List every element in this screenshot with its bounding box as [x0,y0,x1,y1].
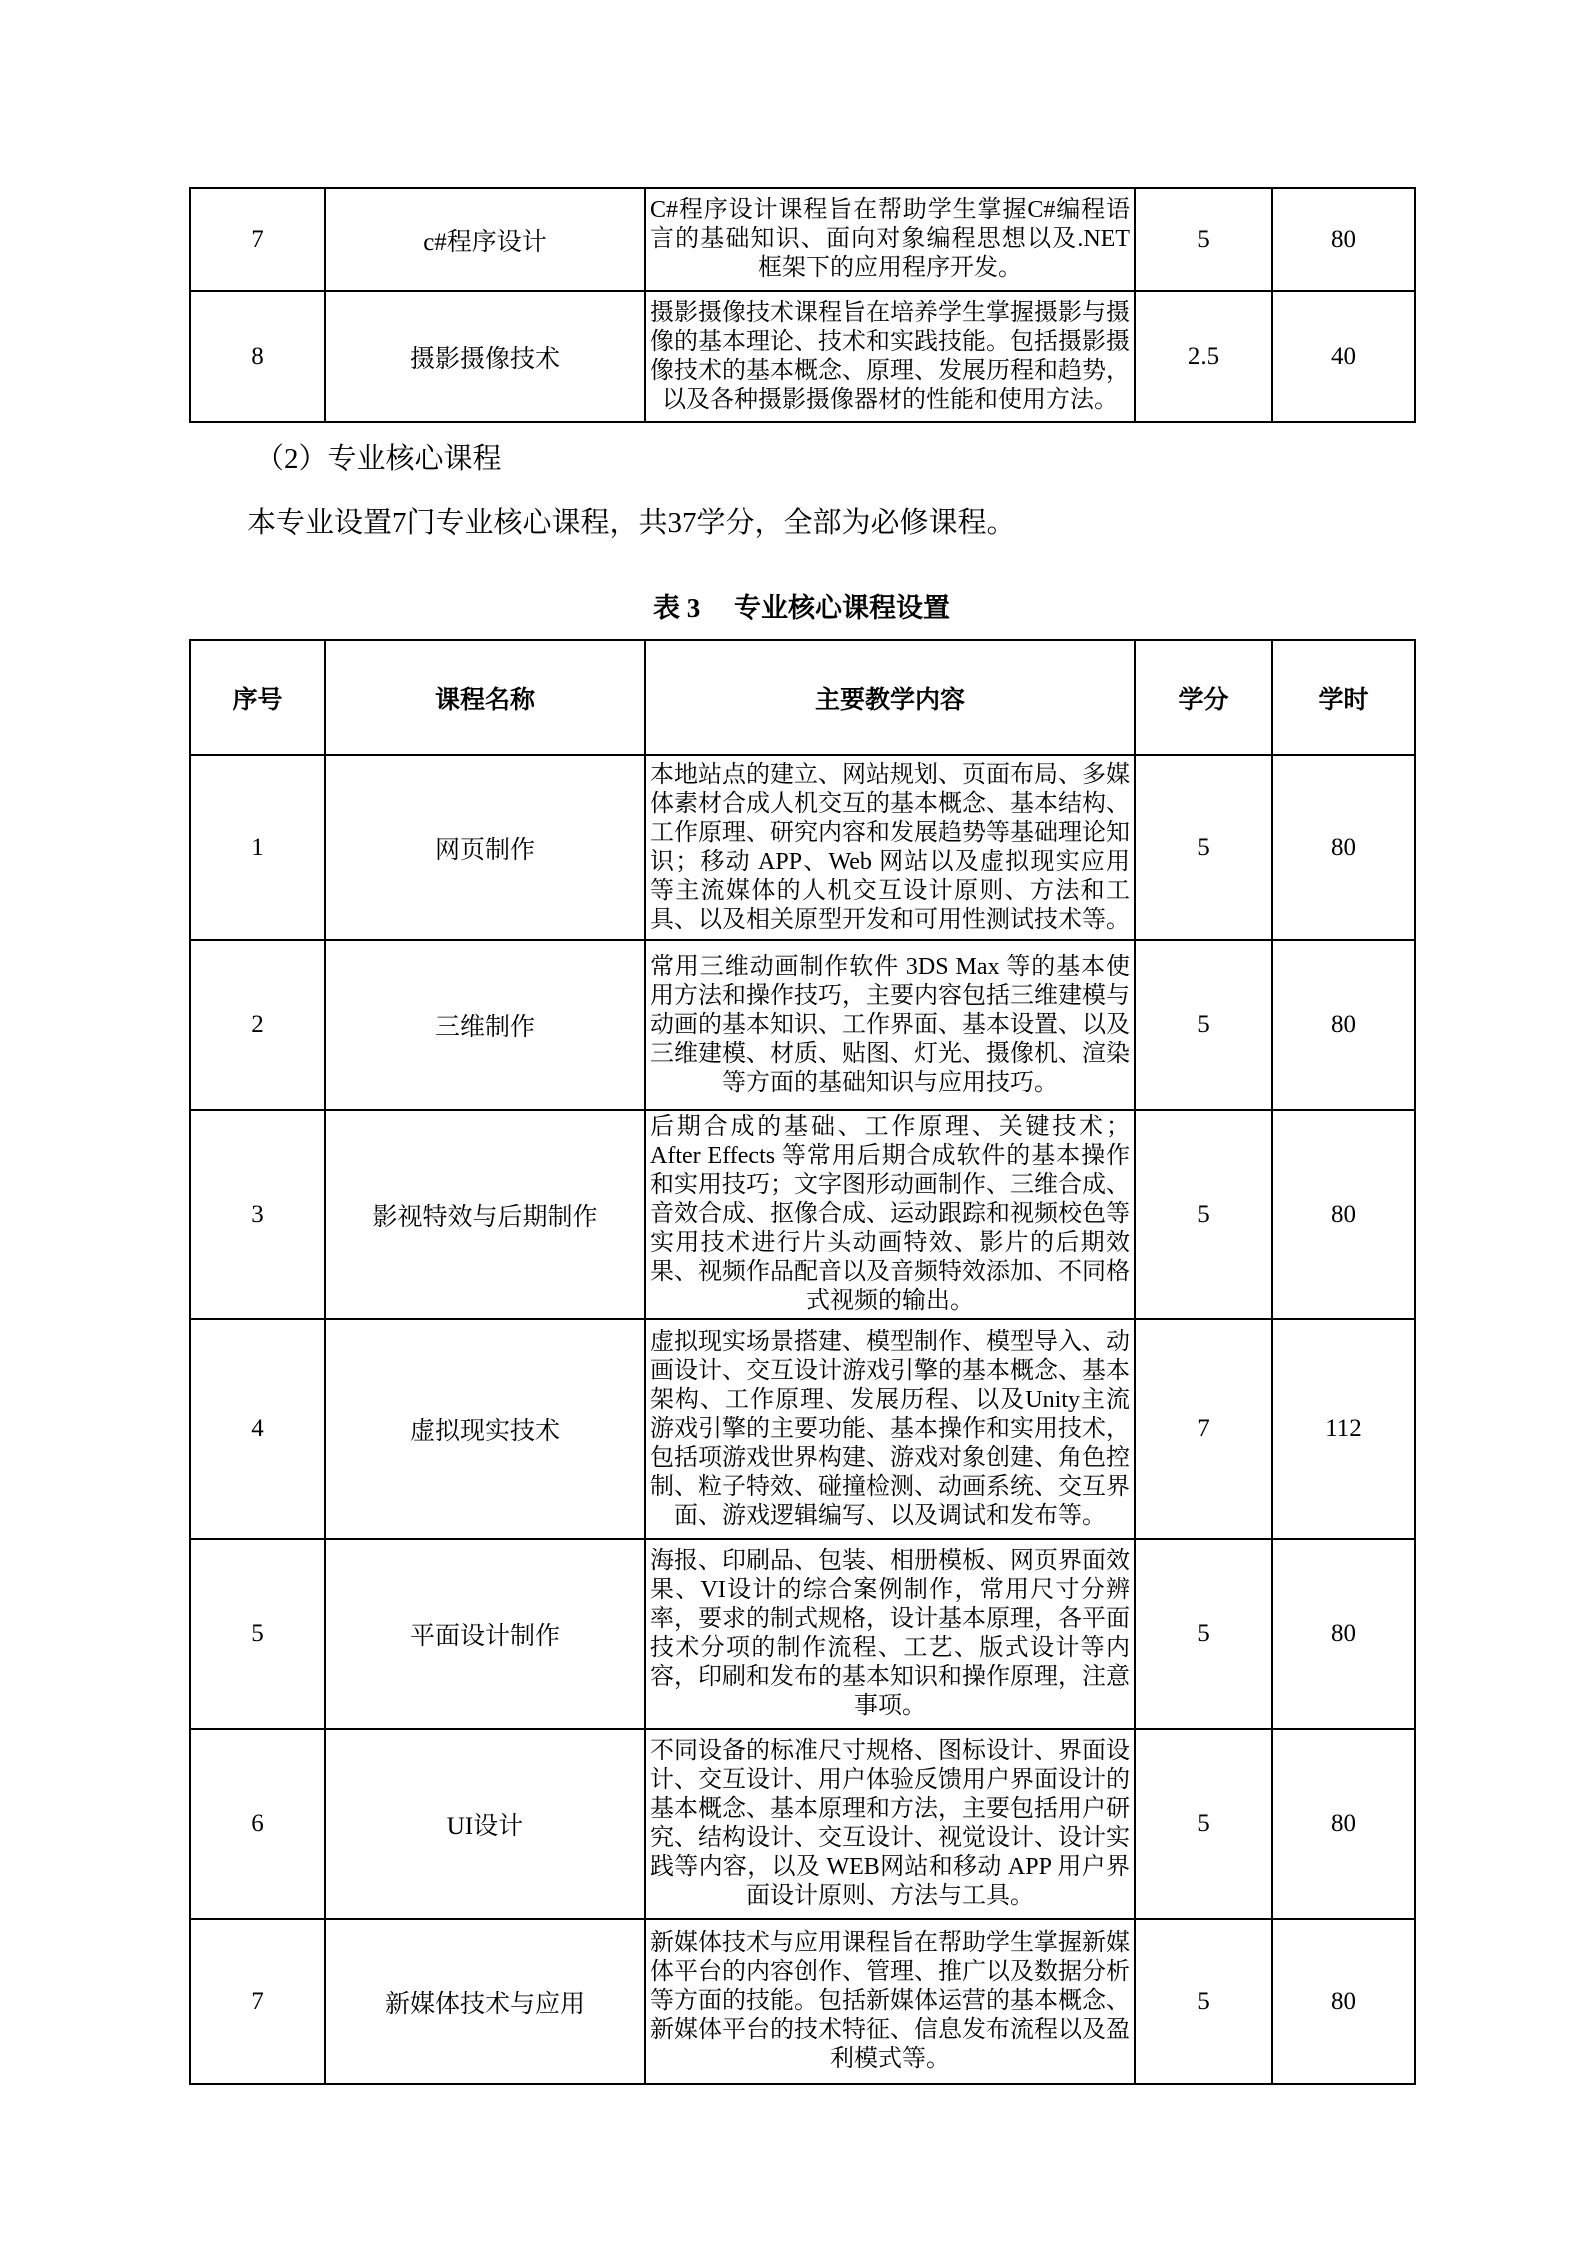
cell-credits: 5 [1135,755,1272,940]
cell-hours: 80 [1272,940,1415,1110]
cell-hours: 112 [1272,1319,1415,1539]
cell-hours: 80 [1272,1539,1415,1729]
cell-course-name: 新媒体技术与应用 [325,1919,645,2084]
cell-course-name: 三维制作 [325,940,645,1110]
table-row [190,1729,1415,1919]
cell-content: 不同设备的标准尺寸规格、图标设计、界面设计、交互设计、用户体验反馈用户界面设计的基本概念、基本原理和方法，主要包括用户研究、结构设计、交互设计、视觉设计、设计实践等内容，以及 WEB网站和移动 APP 用户界面设计原则、方法与工具。 [645,1729,1135,1919]
cell-hours: 80 [1272,755,1415,940]
cell-credits: 5 [1135,188,1272,291]
cell-credits: 5 [1135,1110,1272,1319]
cell-credits: 5 [1135,940,1272,1110]
table-header-row [190,640,1415,755]
table-row [190,1319,1415,1539]
table-row [190,1539,1415,1729]
cell-no: 2 [190,940,325,1110]
cell-no: 3 [190,1110,325,1319]
table-row [190,291,1415,422]
document-content [189,187,1414,2085]
cell-course-name: 网页制作 [325,755,645,940]
cell-course-name: UI设计 [325,1729,645,1919]
cell-course-name: c#程序设计 [325,188,645,291]
cell-content: 海报、印刷品、包装、相册模板、网页界面效果、VI设计的综合案例制作，常用尺寸分辨率，要求的制式规格，设计基本原理，各平面技术分项的制作流程、工艺、版式设计等内容，印刷和发布的基本知识和操作原理，注意事项。 [645,1539,1135,1729]
core-course-table [189,639,1416,2085]
cell-course-name: 摄影摄像技术 [325,291,645,422]
cell-no: 4 [190,1319,325,1539]
header-no: 序号 [190,640,325,755]
cell-hours: 80 [1272,1919,1415,2084]
cell-credits: 2.5 [1135,291,1272,422]
cell-course-name: 平面设计制作 [325,1539,645,1729]
cell-hours: 80 [1272,188,1415,291]
cell-content: C#程序设计课程旨在帮助学生掌握C#编程语言的基础知识、面向对象编程思想以及.NET框架下的应用程序开发。 [645,188,1135,291]
cell-no: 5 [190,1539,325,1729]
table3-caption: 表 3 专业核心课程设置 [653,593,950,623]
table-row [190,1919,1415,2084]
cell-no: 1 [190,755,325,940]
cell-hours: 40 [1272,291,1415,422]
table-row [190,755,1415,940]
cell-content: 本地站点的建立、网站规划、页面布局、多媒体素材合成人机交互的基本概念、基本结构、工作原理、研究内容和发展趋势等基础理论知识；移动 APP、Web 网站以及虚拟现实应用等主流媒体的人机交互设计原则、方法和工具、以及相关原型开发和可用性测试技术等。 [645,755,1135,940]
section-heading: （2）专业核心课程 [255,443,502,475]
cell-no: 8 [190,291,325,422]
cell-content: 常用三维动画制作软件 3DS Max 等的基本使用方法和操作技巧，主要内容包括三维建模与动画的基本知识、工作界面、基本设置、以及三维建模、材质、贴图、灯光、摄像机、渲染等方面的基础知识与应用技巧。 [645,940,1135,1110]
header-name: 课程名称 [325,640,645,755]
course-table-continued [189,187,1416,423]
cell-credits: 5 [1135,1919,1272,2084]
header-hours: 学时 [1272,640,1415,755]
cell-hours: 80 [1272,1110,1415,1319]
cell-content: 摄影摄像技术课程旨在培养学生掌握摄影与摄像的基本理论、技术和实践技能。包括摄影摄像技术的基本概念、原理、发展历程和趋势，以及各种摄影摄像器材的性能和使用方法。 [645,291,1135,422]
cell-course-name: 影视特效与后期制作 [325,1110,645,1319]
header-credits: 学分 [1135,640,1272,755]
cell-course-name: 虚拟现实技术 [325,1319,645,1539]
table-row [190,1110,1415,1319]
cell-hours: 80 [1272,1729,1415,1919]
cell-no: 6 [190,1729,325,1919]
cell-content: 后期合成的基础、工作原理、关键技术；After Effects 等常用后期合成软件的基本操作和实用技巧；文字图形动画制作、三维合成、音效合成、抠像合成、运动跟踪和视频校色等实用技术进行片头动画特效、影片的后期效果、视频作品配音以及音频特效添加、不同格式视频的输出。 [645,1110,1135,1319]
table-row [190,188,1415,291]
cell-content: 虚拟现实场景搭建、模型制作、模型导入、动画设计、交互设计游戏引擎的基本概念、基本架构、工作原理、发展历程、以及Unity主流游戏引擎的主要功能、基本操作和实用技术，包括项游戏世界构建、游戏对象创建、角色控制、粒子特效、碰撞检测、动画系统、交互界面、游戏逻辑编写、以及调试和发布等。 [645,1319,1135,1539]
cell-credits: 7 [1135,1319,1272,1539]
section-paragraph: 本专业设置7门专业核心课程，共37学分，全部为必修课程。 [247,507,1016,539]
cell-no: 7 [190,1919,325,2084]
cell-credits: 5 [1135,1729,1272,1919]
cell-credits: 5 [1135,1539,1272,1729]
header-content: 主要教学内容 [645,640,1135,755]
cell-content: 新媒体技术与应用课程旨在帮助学生掌握新媒体平台的内容创作、管理、推广以及数据分析等方面的技能。包括新媒体运营的基本概念、新媒体平台的技术特征、信息发布流程以及盈利模式等。 [645,1919,1135,2084]
cell-no: 7 [190,188,325,291]
table-row [190,940,1415,1110]
